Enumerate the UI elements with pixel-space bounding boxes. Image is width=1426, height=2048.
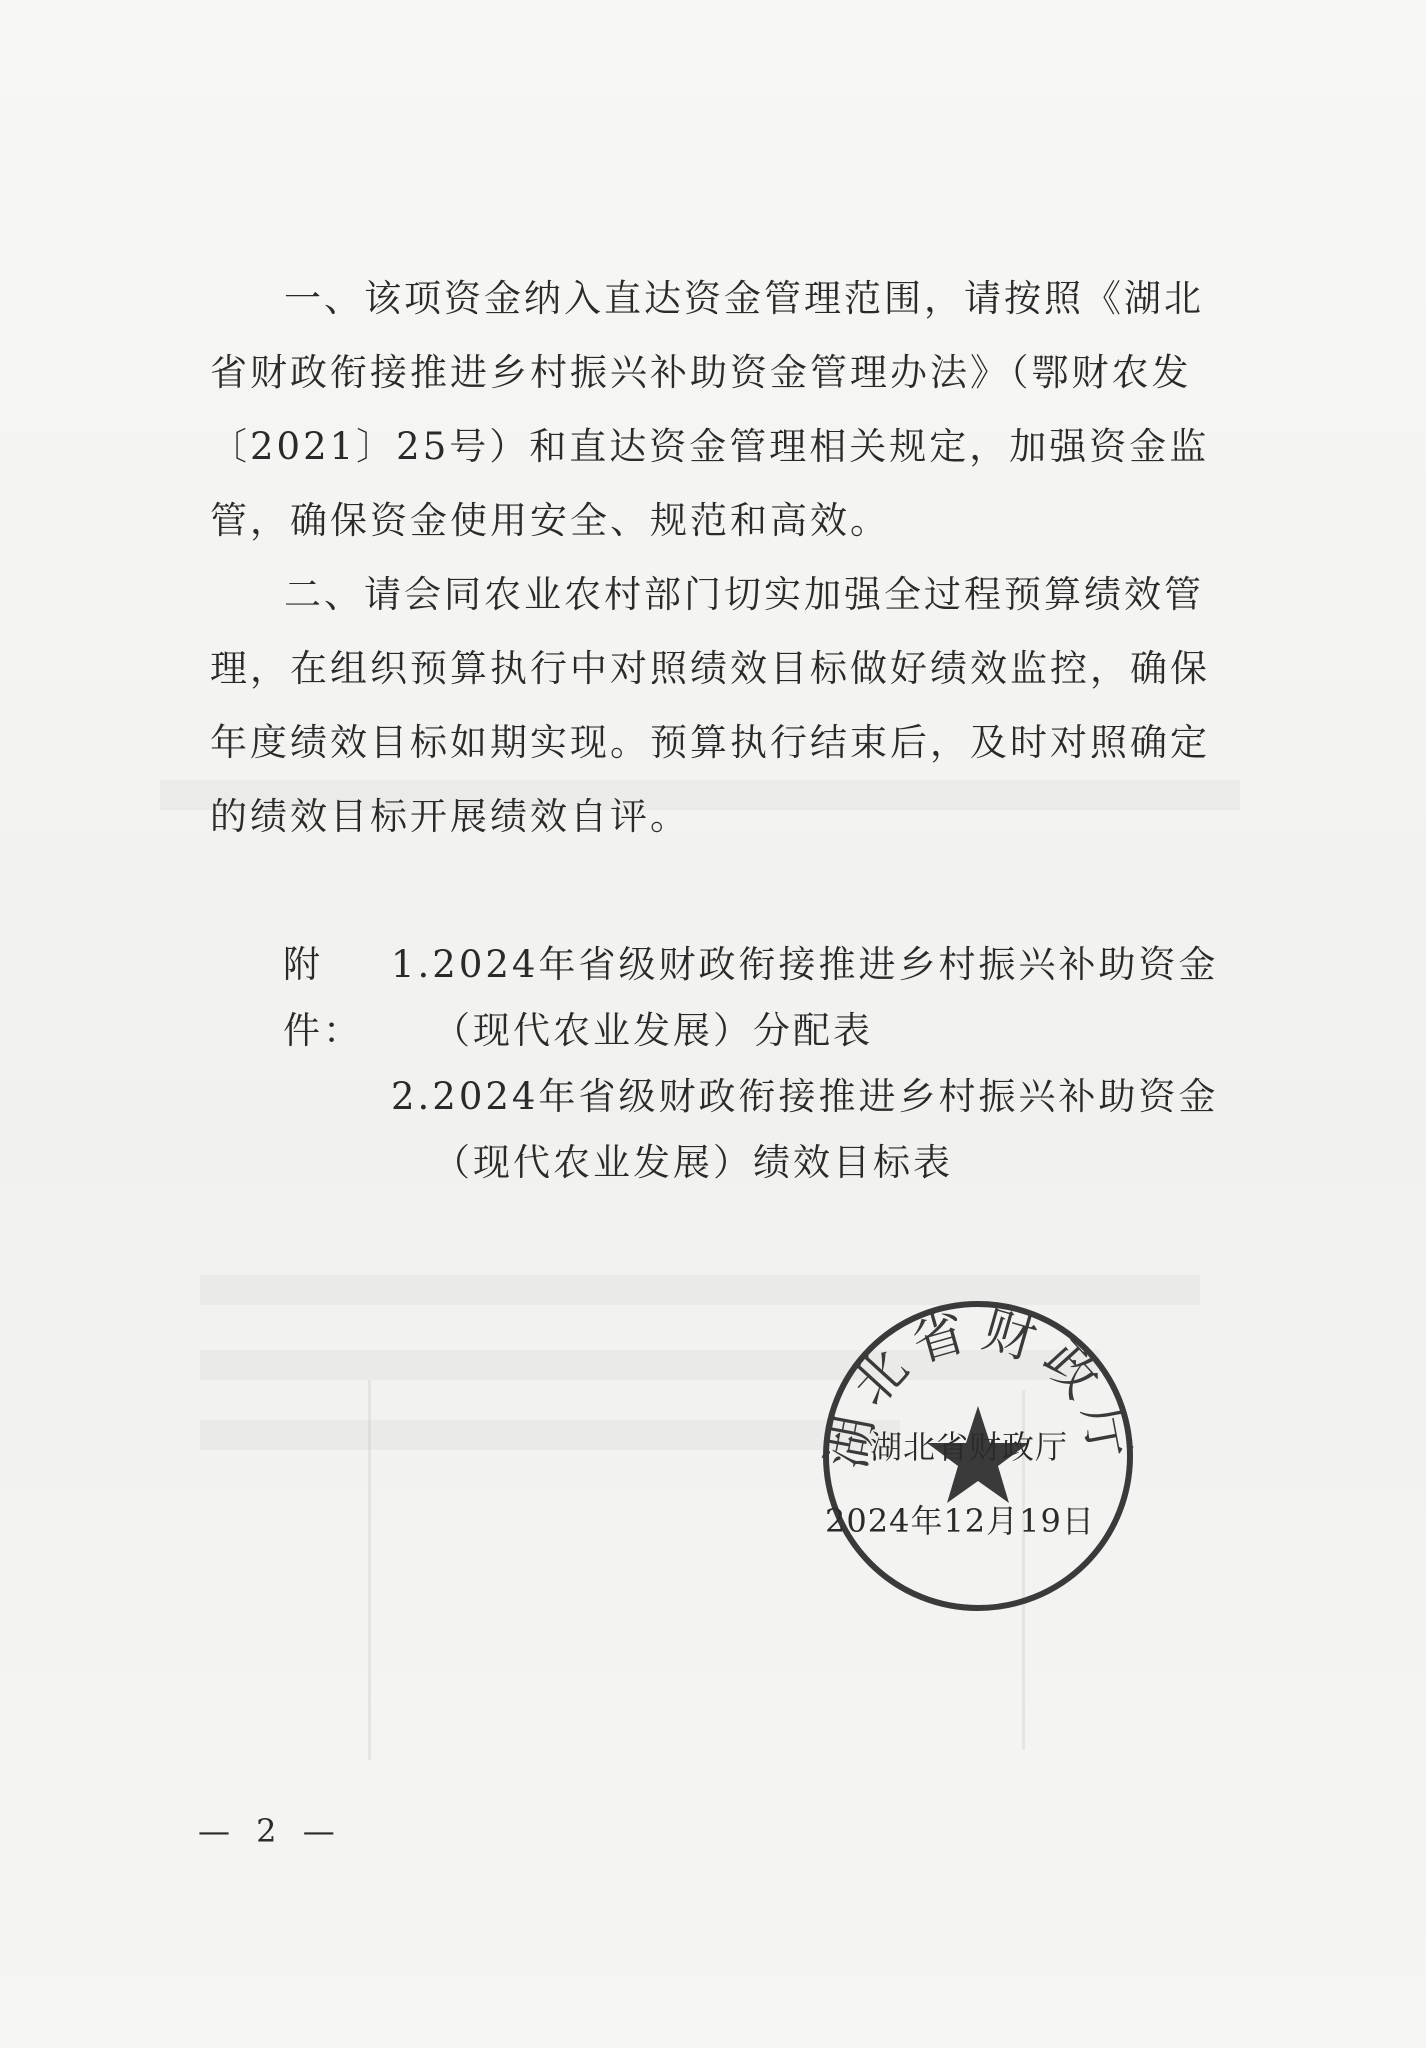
attachment-item-2: 2.2024年省级财政衔接推进乡村振兴补助资金（现代农业发展）绩效目标表 [391, 1075, 1219, 1184]
signature-block [825, 1410, 1170, 1558]
attachments-label: 附件： [283, 943, 363, 1052]
bleed-through-mark [200, 1420, 900, 1450]
body-text [210, 262, 1220, 854]
paragraph-one: 一、该项资金纳入直达资金管理范围，请按照《湖北省财政衔接推进乡村振兴补助资金管理办法》（鄂财农发〔2021〕25号）和直达资金管理相关规定，加强资金监管，确保资金使用安全、规范和高效。 [210, 277, 1210, 542]
seal-text: 湖北省财政厅 [820, 1299, 1136, 1474]
paragraph-two: 二、请会同农业农村部门切实加强全过程预算绩效管理，在组织预算执行中对照绩效目标做好绩效监控，确保年度绩效目标如期实现。预算执行结束后，及时对照确定的绩效目标开展绩效自评。 [210, 573, 1210, 838]
attachments-section [283, 932, 1223, 1196]
attachment-item-1: 1.2024年省级财政衔接推进乡村振兴补助资金（现代农业发展）分配表 [391, 943, 1219, 1052]
page-number: — 2 — [198, 1812, 343, 1850]
signature-organization: 湖北省财政厅 [870, 1428, 1069, 1466]
signature-date: 2024年12月19日 [825, 1502, 1095, 1540]
fold-line [368, 1380, 371, 1760]
